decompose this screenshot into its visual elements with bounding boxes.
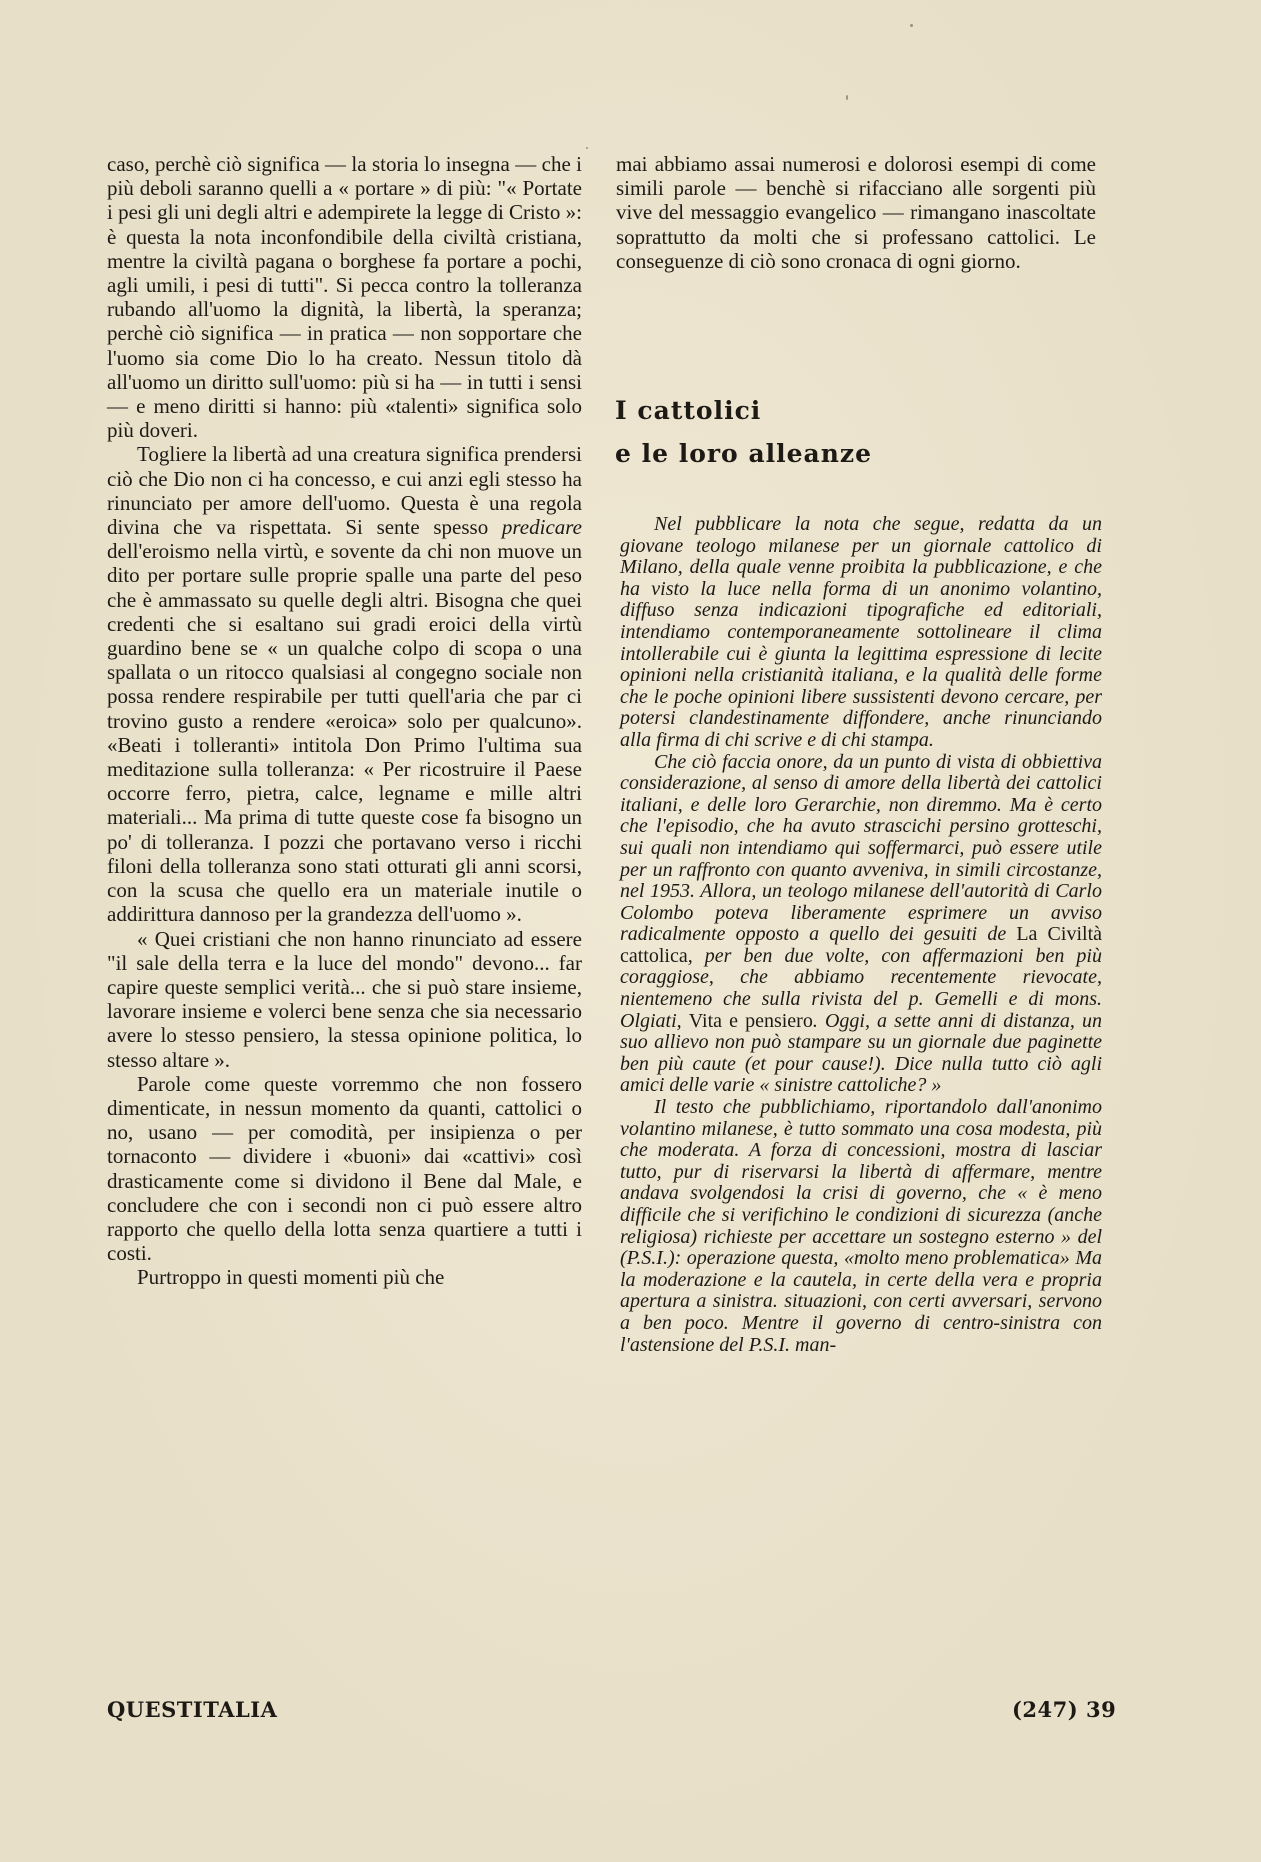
journal-title: La Civiltà cattolica	[620, 923, 1102, 967]
intro-paragraph: Il testo che pubblichiamo, riportandolo dall'anonimo volantino milanese, è tutto sommato una cosa modesta, più che moderata. A forza di concessioni, mostra di lasciar tutto, pur di riservarsi la libertà di affermare, mentre andava svolgendosi la crisi di governo, che « è meno difficile che si verifichino le condizioni di sicurezza (anche religiosa) richieste per accettare un sostegno esterno » del (P.S.I.): operazione questa, «molto meno problematica» Ma la moderazione e la cautela, in certe della vera e propria apertura a sinistra. situazioni, con certi avversari, servono a ben poco. Mentre il governo di centro-sinistra con l'astensione del P.S.I. man-	[620, 1096, 1102, 1356]
body-paragraph: Parole come queste vorremmo che non fossero dimenticate, in nessun momento da quanti, cattolici o no, usano — per comodità, per insipienza o per tornaconto — dividere i «buoni» dai «cattivi» così drasticamente come si dividono il Bene dal Male, e concludere che con i secondi non ci può essere altro rapporto che quello della lotta senza quartiere a tutti i costi.	[107, 1071, 582, 1266]
intro-text: , per ben due volte, con affermazioni ben più coraggiose, che abbiamo recentemente rievocate, nientemeno che sulla rivista del p. Gemelli e di mons. Olgiati,	[620, 944, 1102, 1032]
editorial-introduction	[620, 514, 1102, 1356]
body-paragraph: Purtroppo in questi momenti più che	[137, 1265, 445, 1290]
body-paragraph: « Quei cristiani che non hanno rinunciato ad essere "il sale della terra e la luce del mondo" devono... far capire queste semplici verità... che si può stare insieme, lavorare insieme e volerci bene senza che sia necessario avere lo stesso pensiero, la stessa opinione politica, lo stesso altare ».	[107, 926, 582, 1072]
intro-text: . Oggi, a sette anni di distanza, un suo allievo non può stampare su un giornale due paginette ben più caute (et pour cause!). Dice nulla tutto ciò agli amici delle varie « sinistre cattoliche? »	[620, 1009, 1103, 1097]
intro-paragraph	[620, 752, 1102, 1098]
section-heading-line: e le loro alleanze	[615, 439, 873, 468]
body-paragraph	[107, 442, 582, 926]
body-paragraph: caso, perchè ciò significa — la storia lo insegna — che i più deboli saranno quelli a « portare » di più: "« Portate i pesi gli uni degli altri e adempirete la legge di Cristo »: è questa la nota inconfondibile della civiltà cristiana, mentre la civiltà pagana o borghese fa portare a pochi, agli umili, i pesi di tutti". Si pecca contro la tolleranza rubando all'uomo la dignità, la libertà, la speranza; perchè ciò significa — in pratica — non sopportare che l'uomo sia come Dio lo ha creato. Nessun titolo dà all'uomo un diritto sull'uomo: più si ha — in tutti i sensi — e meno diritti si hanno: più «talenti» significa solo più doveri.	[107, 152, 582, 443]
body-text: Togliere la libertà ad una creatura significa prendersi ciò che Dio non ci ha concesso, e cui anzi egli stesso ha rinunciato per amore dell'uomo. Questa è una regola divina che va rispettata. Si sente spesso predicare dell'eroismo nella virtù, e sovente da chi non muove un dito per portare sulle proprie spalle una parte del peso che è ammassato su quelle degli altri. Bisogna che quei credenti che si esaltano sui gradi eroici della virtù guardino bene se « un qualche colpo di scopa o una spallata o un ritocco qualsiasi al congegno sociale non possa rendere respirabile per tutti quell'aria che par ci trovino gusto a rendere «eroica» solo per qualcuno». «Beati i tolleranti» intitola Don Primo l'ultima sua meditazione sulla tolleranza: « Per ricostruire il Paese occorre ferro, pietra, calce, legname e mille altri materiali... Ma prima di tutte queste cose fa bisogno un po' di tolleranza. I pozzi che portavano verso i ricchi filoni della tolleranza sono stati otturati gli anni scorsi, con la scusa che quello era un materiale inutile o addirittura dannoso per la grandezza dell'uomo ».	[107, 442, 582, 927]
left-text-column	[107, 152, 582, 1290]
page-number: (247) 39	[1012, 1697, 1117, 1722]
paper-speck	[586, 147, 588, 149]
body-paragraph: mai abbiamo assai numerosi e dolorosi esempi di come simili parole — benchè si rifacciano alle sorgenti più vive del messaggio evangelico — rimangano inascoltate soprattutto da molti che si professano cattolici. Le conseguenze di ciò sono cronaca di ogni giorno.	[616, 152, 1096, 273]
intro-text: Che ciò faccia onore, da un punto di vista di obbiettiva considerazione, al senso di amore della libertà dei cattolici italiani, e delle loro Gerarchie, non diremmo. Ma è certo che l'episodio, che ha avuto strascichi persino grotteschi, sui quali non intendiamo qui soffermarci, può essere utile per un raffronto con quanto avveniva, in simili circostanze, nel 1953. Allora, un teologo milanese dell'autorità di Carlo Colombo poteva liberamente esprimere un avviso radicalmente opposto a quello dei gesuiti de	[620, 750, 1102, 946]
magazine-name: QUESTITALIA	[107, 1697, 278, 1722]
section-heading-line: I cattolici	[615, 396, 762, 425]
paper-speck	[846, 95, 848, 100]
right-text-column-top	[616, 152, 1096, 273]
paper-speck	[910, 24, 913, 27]
journal-title: Vita e pensiero	[688, 1009, 813, 1032]
intro-paragraph: Nel pubblicare la nota che segue, redatta da un giovane teologo milanese per un giornale cattolico di Milano, della quale venne proibita la pubblicazione, e che ha visto la luce nella forma di un anonimo volantino, diffuso senza indicazioni tipografiche ed editoriali, intendiamo contemporaneamente sottolineare il clima intollerabile cui è giunta la legittima espressione di lecite opinioni nella cristianità italiana, e la qualità delle forme che le poche opinioni libere sussistenti devono cercare, per potersi clandestinamente diffondere, anche rinunciando alla firma di chi scrive e di chi stampa.	[620, 513, 1102, 751]
section-heading	[615, 389, 1085, 475]
